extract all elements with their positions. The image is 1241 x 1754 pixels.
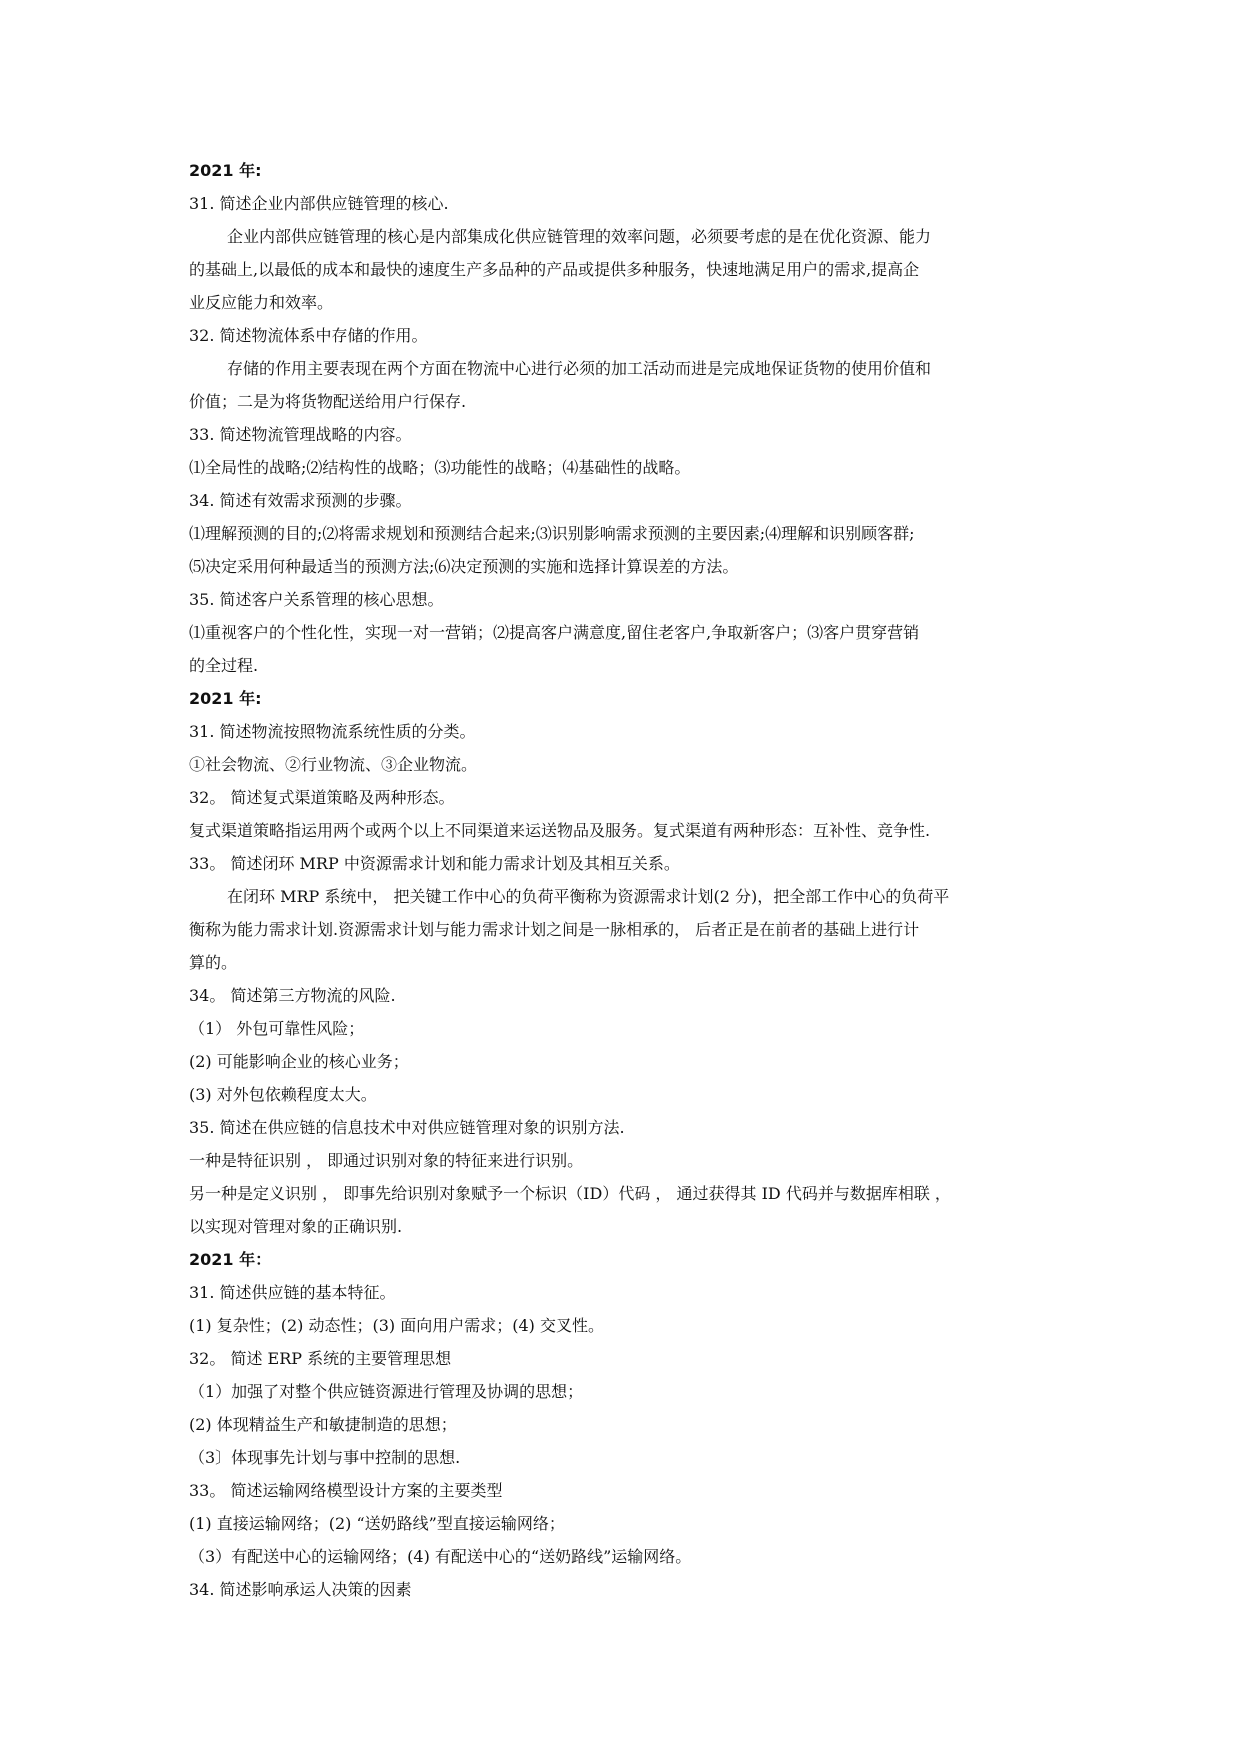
text-line: 存储的作用主要表现在两个方面在物流中心进行必须的加工活动而进是完成地保证货物的使用价值和 — [227, 359, 932, 378]
text-line: (1) 直接运输网络；(2) “送奶路线”型直接运输网络； — [189, 1514, 565, 1533]
text-line: 35. 简述在供应链的信息技术中对供应链管理对象的识别方法. — [189, 1118, 625, 1137]
text-line: 以实现对管理对象的正确识别. — [189, 1217, 403, 1236]
text-line: （1）加强了对整个供应链资源进行管理及协调的思想； — [189, 1382, 584, 1401]
text-line: 34。 简述第三方物流的风险. — [189, 986, 396, 1005]
text-line: ①社会物流、②行业物流、③企业物流。 — [189, 755, 478, 774]
text-line: (2) 体现精益生产和敏捷制造的思想； — [189, 1415, 457, 1434]
text-line: (3) 对外包依赖程度太大。 — [189, 1085, 377, 1104]
text-line: (1) 复杂性；(2) 动态性；(3) 面向用户需求；(4) 交叉性。 — [189, 1316, 605, 1335]
text-line: 一种是特征识别 ， 即通过识别对象的特征来进行识别。 — [189, 1151, 584, 1170]
text-line: （3〕体现事先计划与事中控制的思想. — [189, 1448, 461, 1467]
text-line: 另一种是定义识别 ， 即事先给识别对象赋予一个标识（ID）代码 ， 通过获得其 ID 代码并与数据库相联 ， — [189, 1184, 951, 1203]
text-line: ⑴全局性的战略;⑵结构性的战略；⑶功能性的战略；⑷基础性的战略。 — [189, 458, 691, 477]
text-line: 32。 简述 ERP 系统的主要管理思想 — [189, 1349, 452, 1368]
text-line: 31. 简述企业内部供应链管理的核心. — [189, 194, 449, 213]
text-line: 35. 简述客户关系管理的核心思想。 — [189, 590, 444, 609]
text-line: 32. 简述物流体系中存储的作用。 — [189, 326, 428, 345]
text-line: 32。 简述复式渠道策略及两种形态。 — [189, 788, 455, 807]
text-line: 算的。 — [189, 953, 238, 972]
text-line: 33。 简述闭环 MRP 中资源需求计划和能力需求计划及其相互关系。 — [189, 854, 680, 873]
text-line: 的全过程. — [189, 656, 259, 675]
text-line: 企业内部供应链管理的核心是内部集成化供应链管理的效率问题，必须要考虑的是在优化资源、能力 — [227, 227, 932, 246]
text-line: 31. 简述物流按照物流系统性质的分类。 — [189, 722, 476, 741]
text-line: 34. 简述有效需求预测的步骤。 — [189, 491, 412, 510]
text-line: 33. 简述物流管理战略的内容。 — [189, 425, 412, 444]
section-heading: 2021 年： — [189, 1250, 272, 1269]
text-line: 的基础上,以最低的成本和最快的速度生产多品种的产品或提供多种服务，快速地满足用户的需求,提高企 — [189, 260, 920, 279]
text-line: 衡称为能力需求计划.资源需求计划与能力需求计划之间是一脉相承的， 后者正是在前者的基础上进行计 — [189, 920, 920, 939]
text-line: （1） 外包可靠性风险； — [189, 1019, 365, 1038]
text-line: ⑴重视客户的个性化性，实现一对一营销；⑵提高客户满意度,留住老客户,争取新客户；⑶客户贯穿营销 — [189, 623, 920, 642]
text-line: 价值；二是为将货物配送给用户行保存. — [189, 392, 467, 411]
section-heading: 2021 年: — [189, 689, 262, 708]
text-line: 34. 简述影响承运人决策的因素 — [189, 1580, 412, 1599]
section-heading: 2021 年: — [189, 161, 262, 180]
text-line: （3）有配送中心的运输网络；(4) 有配送中心的“送奶路线”运输网络。 — [189, 1547, 692, 1566]
text-line: 复式渠道策略指运用两个或两个以上不同渠道来运送物品及服务。复式渠道有两种形态：互补性、竞争性. — [189, 821, 931, 840]
text-line: ⑸决定采用何种最适当的预测方法;⑹决定预测的实施和选择计算误差的方法。 — [189, 557, 739, 576]
text-line: ⑴理解预测的目的;⑵将需求规划和预测结合起来;⑶识别影响需求预测的主要因素;⑷理解和识别顾客群; — [189, 524, 915, 543]
text-line: 业反应能力和效率。 — [189, 293, 334, 312]
text-line: (2) 可能影响企业的核心业务； — [189, 1052, 409, 1071]
text-line: 33。 简述运输网络模型设计方案的主要类型 — [189, 1481, 503, 1500]
text-line: 在闭环 MRP 系统中， 把关键工作中心的负荷平衡称为资源需求计划(2 分)，把全部工作中心的负荷平 — [227, 887, 950, 906]
document-page — [189, 154, 1059, 1606]
text-line: 31. 简述供应链的基本特征。 — [189, 1283, 396, 1302]
